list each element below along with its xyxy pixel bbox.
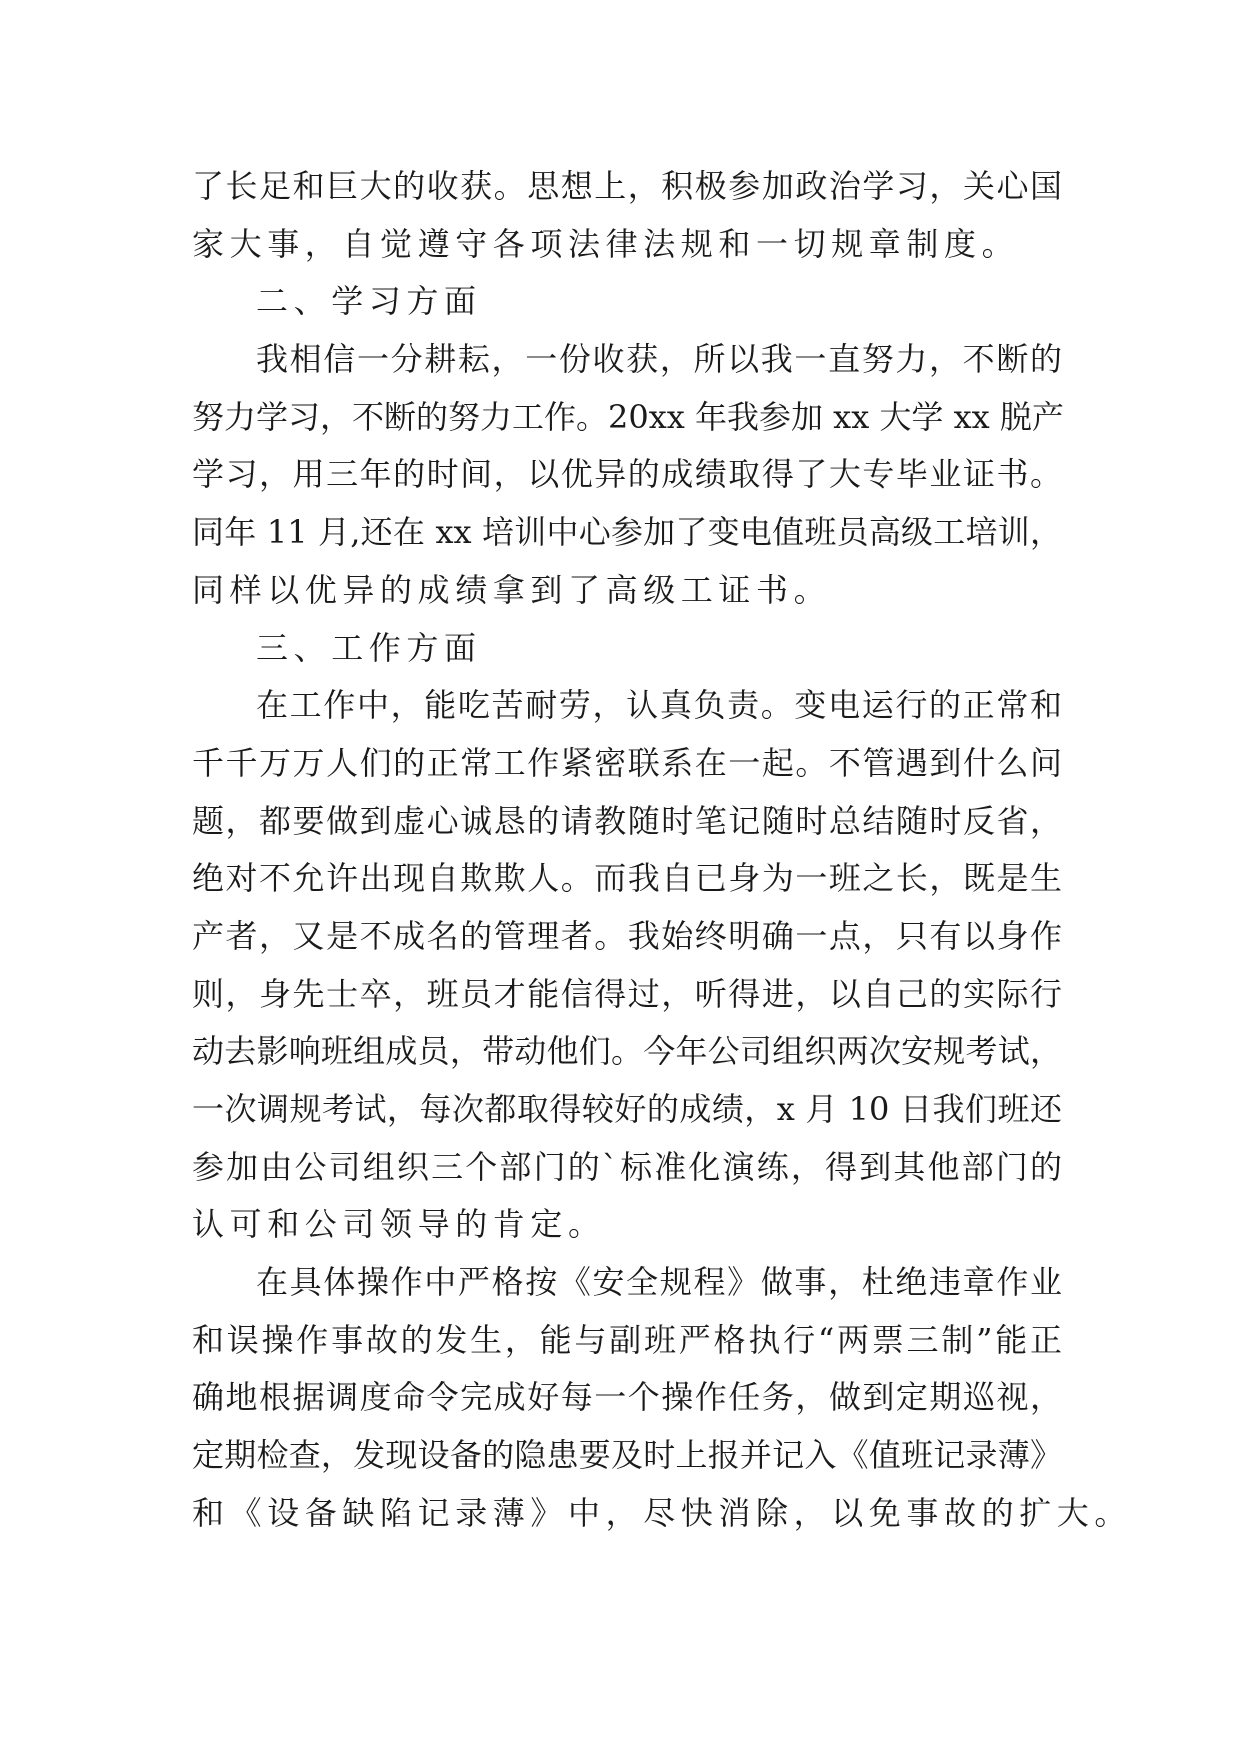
text-line: 定期检查，发现设备的隐患要及时上报并记入《值班记录薄》 [192,1436,1062,1475]
text-line: 二、学习方面 [256,282,482,321]
text-line: 千千万万人们的正常工作紧密联系在一起。不管遇到什么问 [192,743,1062,782]
text-line: 学习，用三年的时间，以优异的成绩取得了大专毕业证书。 [192,455,1062,494]
text-line: 参加由公司组织三个部门的`标准化演练，得到其他部门的 [192,1147,1062,1186]
text-line: 在工作中，能吃苦耐劳，认真负责。变电运行的正常和 [256,686,1062,725]
text-line: 绝对不允许出现自欺欺人。而我自已身为一班之长，既是生 [192,859,1062,898]
document-body [192,158,1133,1543]
text-line: 家大事，自觉遵守各项法律法规和一切规章制度。 [192,224,1020,263]
text-line: 题，都要做到虚心诚恳的请教随时笔记随时总结随时反省， [192,801,1062,840]
text-line: 同样以优异的成绩拿到了高级工证书。 [192,570,832,609]
text-line: 则，身先士卒，班员才能信得过，听得进，以自己的实际行 [192,974,1062,1013]
text-line: 和《设备缺陷记录薄》中，尽快消除，以免事故的扩大。 [192,1493,1133,1532]
text-line: 确地根据调度命令完成好每一个操作任务，做到定期巡视， [192,1378,1062,1417]
text-line: 努力学习，不断的努力工作。20xx 年我参加 xx 大学 xx 脱产 [192,397,1064,436]
text-line: 认可和公司领导的肯定。 [192,1205,606,1244]
text-line: 动去影响班组成员，带动他们。今年公司组织两次安规考试， [192,1032,1062,1071]
text-line: 产者，又是不成名的管理者。我始终明确一点，只有以身作 [192,916,1062,955]
text-line: 了长足和巨大的收获。思想上，积极参加政治学习，关心国 [192,167,1062,205]
text-line: 三、工作方面 [256,628,482,667]
text-line: 我相信一分耕耘，一份收获，所以我一直努力，不断的 [256,340,1062,379]
text-line: 同年 11 月,还在 xx 培训中心参加了变电值班员高级工培训， [192,513,1062,552]
text-line: 在具体操作中严格按《安全规程》做事，杜绝违章作业 [256,1263,1062,1302]
text-line: 一次调规考试，每次都取得较好的成绩，x 月 10 日我们班还 [192,1090,1062,1128]
text-line: 和误操作事故的发生，能与副班严格执行“两票三制”能正 [192,1320,1062,1359]
